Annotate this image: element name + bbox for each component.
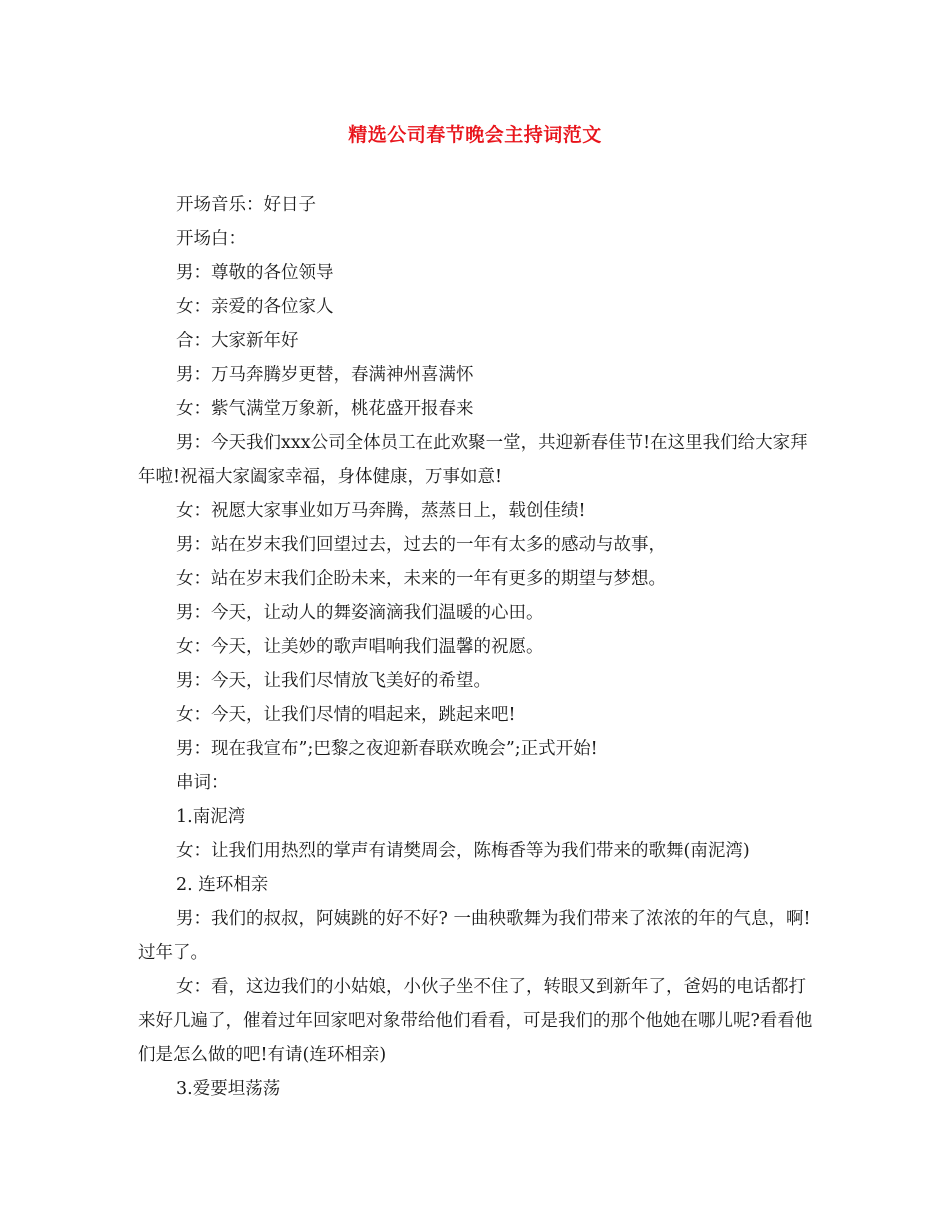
paragraph: 合：大家新年好: [176, 331, 299, 351]
paragraph: 男：尊敬的各位领导: [176, 263, 334, 283]
paragraph: 男：今天我们xxx公司全体员工在此欢聚一堂，共迎新春佳节!在这里我们给大家拜年啦!祝福大家阖家幸福，身体健康，万事如意!: [138, 433, 808, 487]
paragraph: 串词：: [176, 773, 229, 793]
paragraph: 女：祝愿大家事业如万马奔腾，蒸蒸日上，载创佳绩!: [176, 501, 586, 521]
paragraph: 女：今天，让我们尽情的唱起来，跳起来吧!: [176, 705, 516, 725]
paragraph: 男：万马奔腾岁更替，春满神州喜满怀: [176, 365, 474, 385]
paragraph: 男：今天，让动人的舞姿滴滴我们温暖的心田。: [176, 603, 544, 623]
paragraph: 1.南泥湾: [176, 807, 246, 827]
paragraph: 女：让我们用热烈的掌声有请樊周会，陈梅香等为我们带来的歌舞(南泥湾): [176, 841, 750, 861]
document-body: [138, 188, 818, 1106]
paragraph: 女：站在岁末我们企盼未来，未来的一年有更多的期望与梦想。: [176, 569, 666, 589]
paragraph: 男：现在我宣布”;巴黎之夜迎新春联欢晚会”;正式开始!: [176, 739, 598, 759]
document-title: 精选公司春节晚会主持词范文: [348, 124, 602, 146]
paragraph: 女：今天，让美妙的歌声唱响我们温馨的祝愿。: [176, 637, 544, 657]
paragraph: 男：今天，让我们尽情放飞美好的希望。: [176, 671, 491, 691]
paragraph: 男：站在岁末我们回望过去，过去的一年有太多的感动与故事，: [176, 535, 666, 555]
paragraph: 开场白：: [176, 229, 246, 249]
paragraph: 男：我们的叔叔，阿姨跳的好不好? 一曲秧歌舞为我们带来了浓浓的年的气息，啊!过年了。: [138, 909, 811, 963]
paragraph: 女：紫气满堂万象新，桃花盛开报春来: [176, 399, 474, 419]
paragraph: 2. 连环相亲: [176, 875, 269, 895]
paragraph: 女：看，这边我们的小姑娘，小伙子坐不住了，转眼又到新年了，爸妈的电话都打来好几遍了，催着过年回家吧对象带给他们看看，可是我们的那个他她在哪儿呢?看看他们是怎么做的吧!有请(连环相亲): [138, 977, 813, 1065]
paragraph: 3.爱要坦荡荡: [176, 1079, 281, 1099]
paragraph: 女：亲爱的各位家人: [176, 297, 334, 317]
paragraph: 开场音乐：好日子: [176, 195, 316, 215]
